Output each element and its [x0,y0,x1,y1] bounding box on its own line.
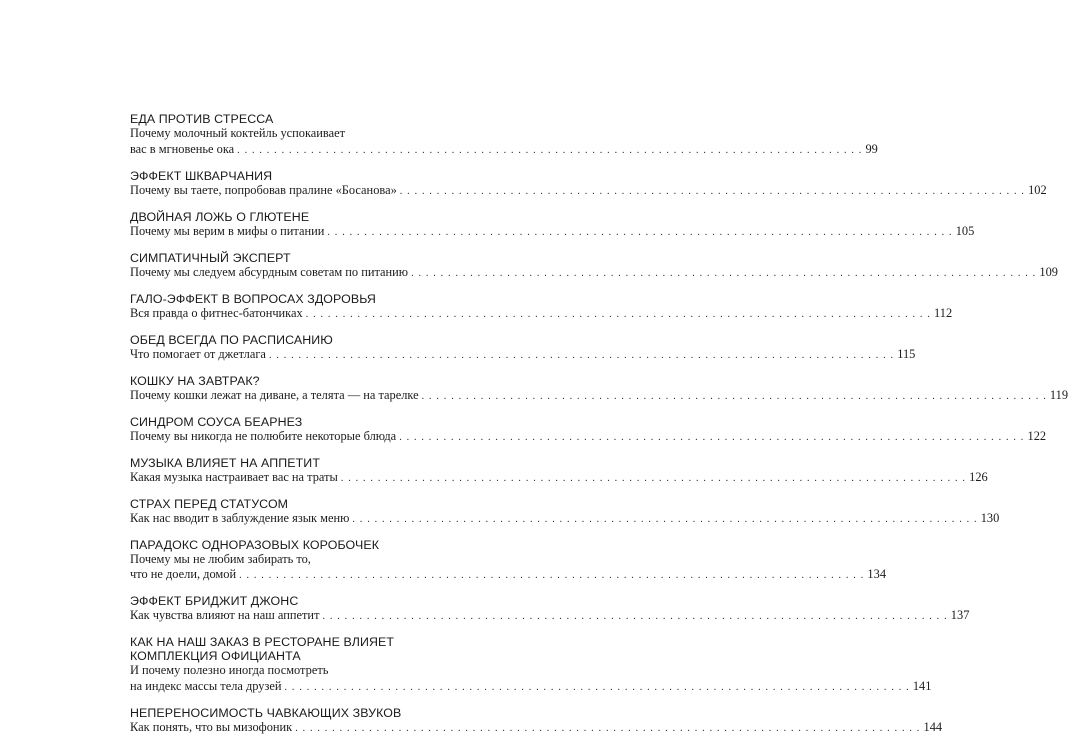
toc-entry-subtitle [130,141,878,159]
toc-entry [130,414,1047,446]
toc-entry-heading: МУЗЫКА ВЛИЯЕТ НА АППЕТИТ [130,455,320,470]
toc-entry-subtitle-text: вас в мгновенье ока [130,141,235,156]
toc-page-number: 130 [980,510,1000,525]
toc-entry-subtitle-text: Вся правда о фитнес-батончиках [130,305,303,320]
toc-entry-subtitle-text: Почему кошки лежат на диване, а телята — на тарелке [130,387,419,402]
dot-leader: . . . . . . . . . . . . . . . . . . . . . . . . . . . . . . . . . . . . . . . . . . . . . . . . . . . . . . . . . . . . . . . . . . . . . . . . . . . . . . . . . . . . . [284,681,910,693]
toc-entry [130,635,932,695]
toc-entry-subtitle [130,182,1047,200]
toc-page-number: 109 [1039,264,1058,279]
dot-leader: . . . . . . . . . . . . . . . . . . . . . . . . . . . . . . . . . . . . . . . . . . . . . . . . . . . . . . . . . . . . . . . . . . . . . . . . . . . . . . . . . . . . . [239,570,865,581]
toc-entry-subtitle [130,428,1047,446]
dot-leader: . . . . . . . . . . . . . . . . . . . . . . . . . . . . . . . . . . . . . . . . . . . . . . . . . . . . . . . . . . . . . . . . . . . . . . . . . . . . . . . . . . . . . [268,349,895,361]
toc-entry-subtitle-text: Что помогает от джетлага [130,346,266,361]
dot-leader: . . . . . . . . . . . . . . . . . . . . . . . . . . . . . . . . . . . . . . . . . . . . . . . . . . . . . . . . . . . . . . . . . . . . . . . . . . . . . . . . . . . . . [399,431,1025,443]
toc-page-number: 119 [1049,387,1068,402]
toc-entry-heading: ЭФФЕКТ ШКВАРЧАНИЯ [130,168,273,183]
dot-leader: . . . . . . . . . . . . . . . . . . . . . . . . . . . . . . . . . . . . . . . . . . . . . . . . . . . . . . . . . . . . . . . . . . . . . . . . . . . . . . . . . . . . . [322,611,948,622]
dot-leader: . . . . . . . . . . . . . . . . . . . . . . . . . . . . . . . . . . . . . . . . . . . . . . . . . . . . . . . . . . . . . . . . . . . . . . . . . . . . . . . . . . . . . [237,144,863,156]
toc-entry [130,209,975,241]
toc-page-number: 102 [1028,182,1047,197]
toc-entry-subtitle [130,567,887,584]
toc-entry-subtitle [130,678,932,696]
toc-entry-subtitle [130,608,970,625]
dot-leader: . . . . . . . . . . . . . . . . . . . . . . . . . . . . . . . . . . . . . . . . . . . . . . . . . . . . . . . . . . . . . . . . . . . . . . . . . . . . . . . . . . . . . [399,185,1026,197]
toc-entry-subtitle-text: Почему вы таете, попробовав пралине «Босанова» [130,182,397,197]
toc-page-number: 144 [923,719,943,734]
toc-page-number: 126 [969,469,988,484]
dot-leader: . . . . . . . . . . . . . . . . . . . . . . . . . . . . . . . . . . . . . . . . . . . . . . . . . . . . . . . . . . . . . . . . . . . . . . . . . . . . . . . . . . . . . [305,308,932,320]
toc-entry-heading: ДВОЙНАЯ ЛОЖЬ О ГЛЮТЕНЕ [130,209,310,224]
toc-entry-heading: ЭФФЕКТ БРИДЖИТ ДЖОНС [130,594,299,608]
toc-entry-subtitle [130,264,1058,282]
toc-entry-subtitle [130,510,1000,528]
toc-entry [130,250,1058,282]
toc-page-number: 105 [955,223,975,238]
toc-entry-subtitle-text: И почему полезно иногда посмотреть [130,663,329,677]
toc-entry-subtitle-text: на индекс массы тела друзей [130,678,282,693]
toc-entry-heading: КОШКУ НА ЗАВТРАК? [130,373,260,388]
dot-leader: . . . . . . . . . . . . . . . . . . . . . . . . . . . . . . . . . . . . . . . . . . . . . . . . . . . . . . . . . . . . . . . . . . . . . . . . . . . . . . . . . . . . . [421,390,1047,402]
toc-entry [130,291,953,323]
dot-leader: . . . . . . . . . . . . . . . . . . . . . . . . . . . . . . . . . . . . . . . . . . . . . . . . . . . . . . . . . . . . . . . . . . . . . . . . . . . . . . . . . . . . . [340,472,967,484]
dot-leader: . . . . . . . . . . . . . . . . . . . . . . . . . . . . . . . . . . . . . . . . . . . . . . . . . . . . . . . . . . . . . . . . . . . . . . . . . . . . . . . . . . . . . [411,267,1037,279]
toc-entry-subtitle [130,346,916,364]
toc-entry-subtitle [130,469,988,487]
toc-entry-heading: НЕПЕРЕНОСИМОСТЬ ЧАВКАЮЩИХ ЗВУКОВ [130,705,402,720]
toc-entry-subtitle-text: Какая музыка настраивает вас на траты [130,469,338,484]
toc-entry-subtitle [130,223,975,241]
table-of-contents [130,112,1068,747]
toc-entry-heading: СТРАХ ПЕРЕД СТАТУСОМ [130,496,289,511]
toc-entry [130,112,878,158]
toc-entry-subtitle-text: Почему вы никогда не полюбите некоторые блюда [130,428,397,443]
toc-entry [130,373,1068,405]
toc-entry [130,537,887,584]
toc-entry-subtitle [130,387,1068,405]
toc-entry-heading: СИМПАТИЧНЫЙ ЭКСПЕРТ [130,250,291,265]
toc-entry-subtitle [130,305,953,323]
toc-entry-subtitle [130,719,943,737]
toc-page-number: 112 [934,305,953,320]
toc-page-number: 141 [912,678,932,693]
toc-entry [130,455,988,487]
toc-entry-heading: СИНДРОМ СОУСА БЕАРНЕЗ [130,414,303,429]
dot-leader: . . . . . . . . . . . . . . . . . . . . . . . . . . . . . . . . . . . . . . . . . . . . . . . . . . . . . . . . . . . . . . . . . . . . . . . . . . . . . . . . . . . . . [352,513,978,525]
toc-entry-subtitle-text: Почему мы верим в мифы о питании [130,223,325,238]
toc-page-number: 115 [897,346,916,361]
toc-entry-heading: КАК НА НАШ ЗАКАЗ В РЕСТОРАНЕ ВЛИЯЕТ [130,635,395,649]
toc-entry-subtitle-text: Почему молочный коктейль успокаивает [130,126,346,140]
toc-page-number: 99 [865,141,878,156]
toc-entry-heading: КОМПЛЕКЦИЯ ОФИЦИАНТА [130,649,301,663]
toc-entry-heading: ПАРАДОКС ОДНОРАЗОВЫХ КОРОБОЧЕК [130,537,380,552]
toc-entry [130,496,1000,528]
toc-entry [130,705,943,737]
toc-page-number: 137 [950,608,970,622]
toc-entry-subtitle-text: Как нас вводит в заблуждение язык меню [130,510,350,525]
toc-entry-subtitle [130,552,458,568]
toc-entry [130,168,1047,200]
toc-entry-subtitle-text: что не доели, домой [130,567,237,581]
toc-entry [130,594,970,625]
dot-leader: . . . . . . . . . . . . . . . . . . . . . . . . . . . . . . . . . . . . . . . . . . . . . . . . . . . . . . . . . . . . . . . . . . . . . . . . . . . . . . . . . . . . . [327,226,953,238]
toc-entry-heading: ГАЛО-ЭФФЕКТ В ВОПРОСАХ ЗДОРОВЬЯ [130,291,376,306]
toc-page-number: 134 [867,567,887,581]
toc-entry-heading: ЕДА ПРОТИВ СТРЕССА [130,112,274,126]
toc-entry-subtitle-text: Как чувства влияют на наш аппетит [130,608,320,622]
toc-entry-subtitle [130,663,458,679]
toc-entry-subtitle-text: Почему мы не любим забирать то, [130,551,311,566]
toc-entry-subtitle [130,126,458,142]
toc-page-number: 122 [1027,428,1047,443]
toc-entry-subtitle-text: Как понять, что вы мизофоник [130,719,293,734]
dot-leader: . . . . . . . . . . . . . . . . . . . . . . . . . . . . . . . . . . . . . . . . . . . . . . . . . . . . . . . . . . . . . . . . . . . . . . . . . . . . . . . . . . . . . [295,722,921,734]
toc-entry [130,332,916,364]
toc-entry-subtitle-text: Почему мы следуем абсурдным советам по питанию [130,264,409,279]
toc-entry-heading: ОБЕД ВСЕГДА ПО РАСПИСАНИЮ [130,332,333,347]
